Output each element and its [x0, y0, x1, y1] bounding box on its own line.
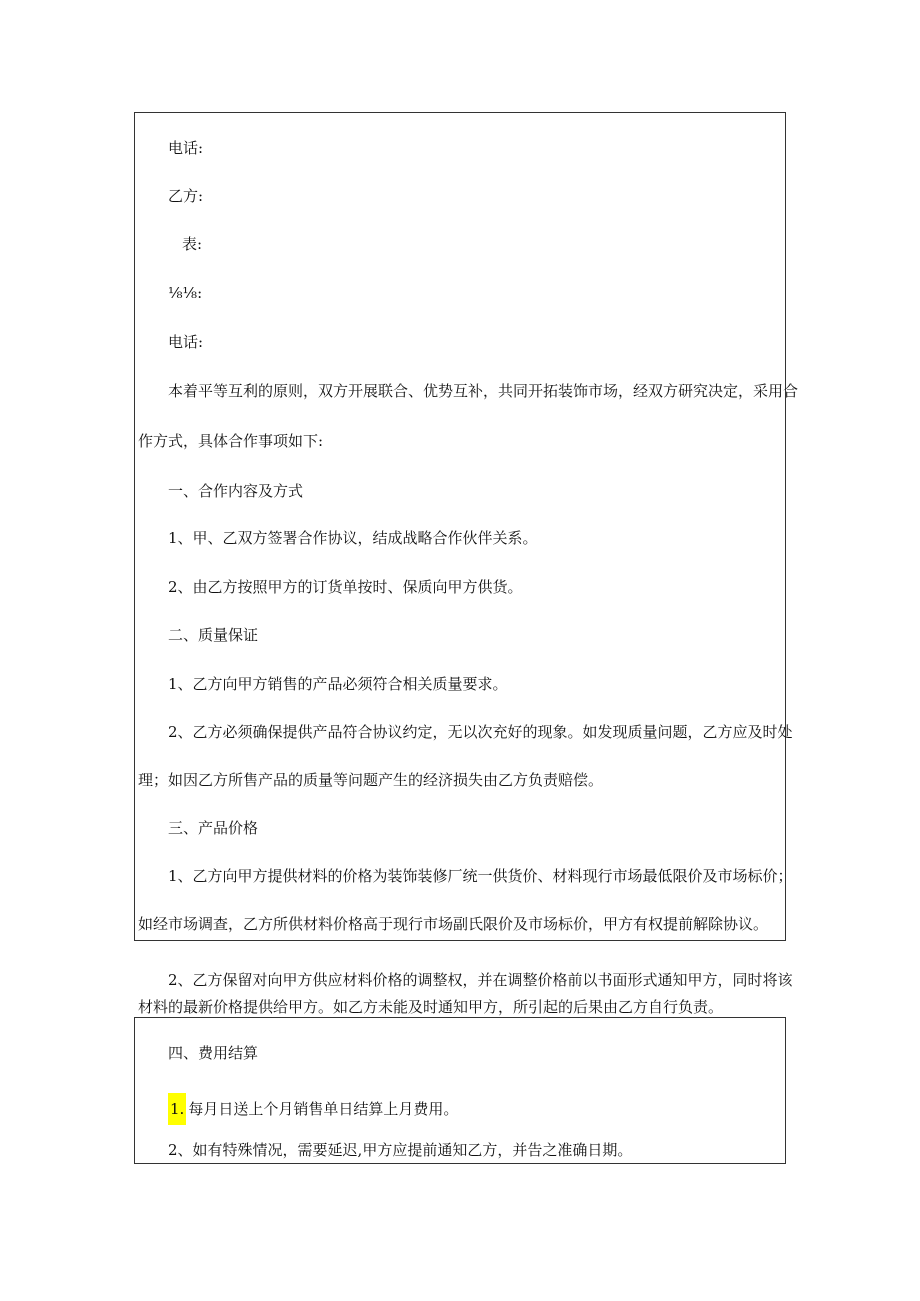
section-2-title: 二、质量保证 — [168, 626, 259, 644]
contract-box-1 — [134, 112, 786, 941]
section-3-item-2-line-2: 材料的最新价格提供给甲方。如乙方未能及时通知甲方，所引起的后果由乙方自行负责。 — [138, 998, 724, 1016]
party-b-phone-label: 电话: — [168, 333, 204, 351]
section-2-item-2-line-2: 理；如因乙方所售产品的质量等问题产生的经济损失由乙方负责赔偿。 — [138, 771, 604, 789]
section-4-title: 四、费用结算 — [168, 1044, 259, 1062]
section-1-title: 一、合作内容及方式 — [168, 482, 304, 500]
section-2-item-2-line-1: 2、乙方必须确保提供产品符合协议约定，无以次充好的现象。如发现质量问题，乙方应及时处 — [168, 723, 793, 741]
highlighted-item-number: 1. — [168, 1093, 186, 1125]
party-b-address-label: ⅛⅛: — [168, 284, 203, 302]
section-1-item-1: 1、甲、乙双方签署合作协议，结成战略合作伙伴关系。 — [168, 529, 538, 547]
section-3-item-1-line-2: 如经市场调查，乙方所供材料价格高于现行市场副氏限价及市场标价，甲方有权提前解除协议。 — [138, 915, 769, 933]
section-4-item-2: 2、如有特殊情况，需要延迟,甲方应提前通知乙方，并告之准确日期。 — [168, 1141, 633, 1159]
section-3-item-1-line-1: 1、乙方向甲方提供材料的价格为装饰装修厂统一供货价、材料现行市场最低限价及市场标价； — [168, 867, 793, 885]
section-3-item-2-line-1: 2、乙方保留对向甲方供应材料价格的调整权，并在调整价格前以书面形式通知甲方，同时将该 — [168, 971, 793, 989]
section-4-item-1 — [168, 1093, 458, 1125]
intro-paragraph-line-2: 作方式，具体合作事项如下: — [138, 432, 324, 450]
intro-paragraph-line-1: 本着平等互利的原则，双方开展联合、优势互补，共同开拓装饰市场，经双方研究决定，采用合 — [168, 382, 799, 400]
party-a-phone-label: 电话: — [168, 139, 204, 157]
party-b-representative-label: 表: — [182, 235, 203, 253]
party-b-label: 乙方: — [168, 187, 204, 205]
section-2-item-1: 1、乙方向甲方销售的产品必须符合相关质量要求。 — [168, 675, 508, 693]
section-4-item-1-text: 每月日送上个月销售单日结算上月费用。 — [188, 1100, 459, 1118]
section-3-title: 三、产品价格 — [168, 819, 259, 837]
section-1-item-2: 2、由乙方按照甲方的订货单按时、保质向甲方供货。 — [168, 578, 523, 596]
